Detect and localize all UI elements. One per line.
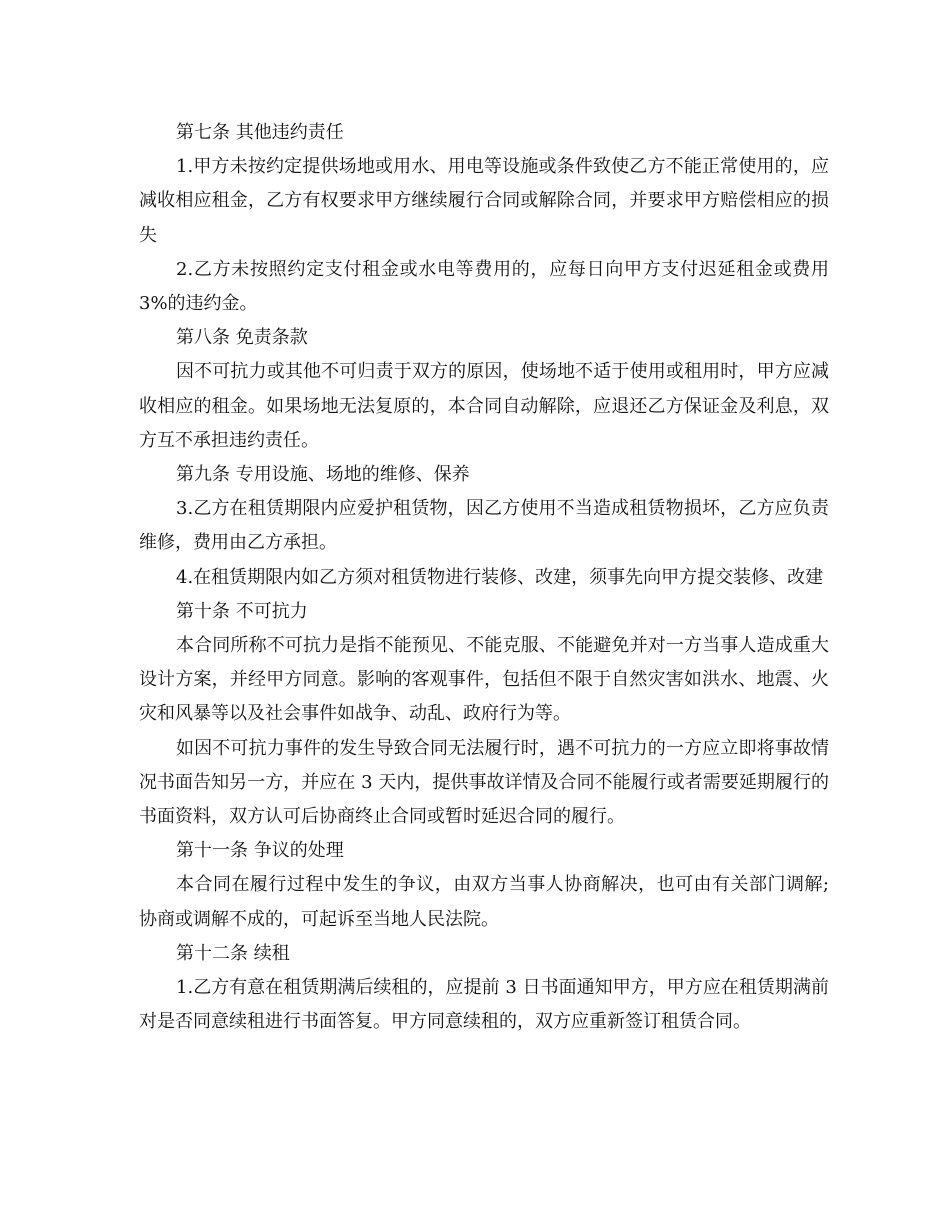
article-9-clause-3: 3.乙方在租赁期限内应爱护租赁物，因乙方使用不当造成租赁物损坏，乙方应负责维修，费用由乙方承担。	[139, 498, 829, 554]
article-11-heading: 第十一条 争议的处理	[176, 840, 344, 862]
article-7-heading: 第七条 其他违约责任	[176, 122, 344, 143]
article-10-paragraph-2: 如因不可抗力事件的发生导致合同无法履行时，遇不可抗力的一方应立即将事故情况书面告知另一方，并应在 3 天内，提供事故详情及合同不能履行或者需要延期履行的书面资料，双方认可后协商终止合同或暂时延迟合同的履行。	[139, 737, 829, 828]
article-12-heading: 第十二条 续租	[176, 942, 290, 964]
article-10-heading: 第十条 不可抗力	[176, 600, 308, 622]
document-body	[139, 116, 829, 1039]
article-12-clause-1: 1.乙方有意在租赁期满后续租的，应提前 3 日书面通知甲方，甲方应在租赁期满前对是否同意续租进行书面答复。甲方同意续租的，双方应重新签订租赁合同。	[139, 977, 829, 1033]
article-8-paragraph: 因不可抗力或其他不可归责于双方的原因，使场地不适于使用或租用时，甲方应减收相应的租金。如果场地无法复原的，本合同自动解除，应退还乙方保证金及利息，双方互不承担违约责任。	[139, 361, 829, 451]
article-10-paragraph-1: 本合同所称不可抗力是指不能预见、不能克服、不能避免并对一方当事人造成重大设计方案，并经甲方同意。影响的客观事件，包括但不限于自然灾害如洪水、地震、火灾和风暴等以及社会事件如战争、动乱、政府行为等。	[139, 635, 829, 725]
article-7-clause-1: 1.甲方未按约定提供场地或用水、用电等设施或条件致使乙方不能正常使用的，应减收相应租金，乙方有权要求甲方继续履行合同或解除合同，并要求甲方赔偿相应的损失	[139, 156, 829, 246]
article-8-heading: 第八条 免责条款	[176, 327, 308, 349]
article-9-clause-4: 4.在租赁期限内如乙方须对租赁物进行装修、改建，须事先向甲方提交装修、改建	[176, 566, 824, 588]
article-11-paragraph: 本合同在履行过程中发生的争议，由双方当事人协商解决，也可由有关部门调解;协商或调解不成的，可起诉至当地人民法院。	[139, 874, 829, 930]
article-7-clause-2: 2.乙方未按照约定支付租金或水电等费用的，应每日向甲方支付迟延租金或费用 3%的违约金。	[139, 258, 829, 315]
article-9-heading: 第九条 专用设施、场地的维修、保养	[176, 464, 470, 486]
